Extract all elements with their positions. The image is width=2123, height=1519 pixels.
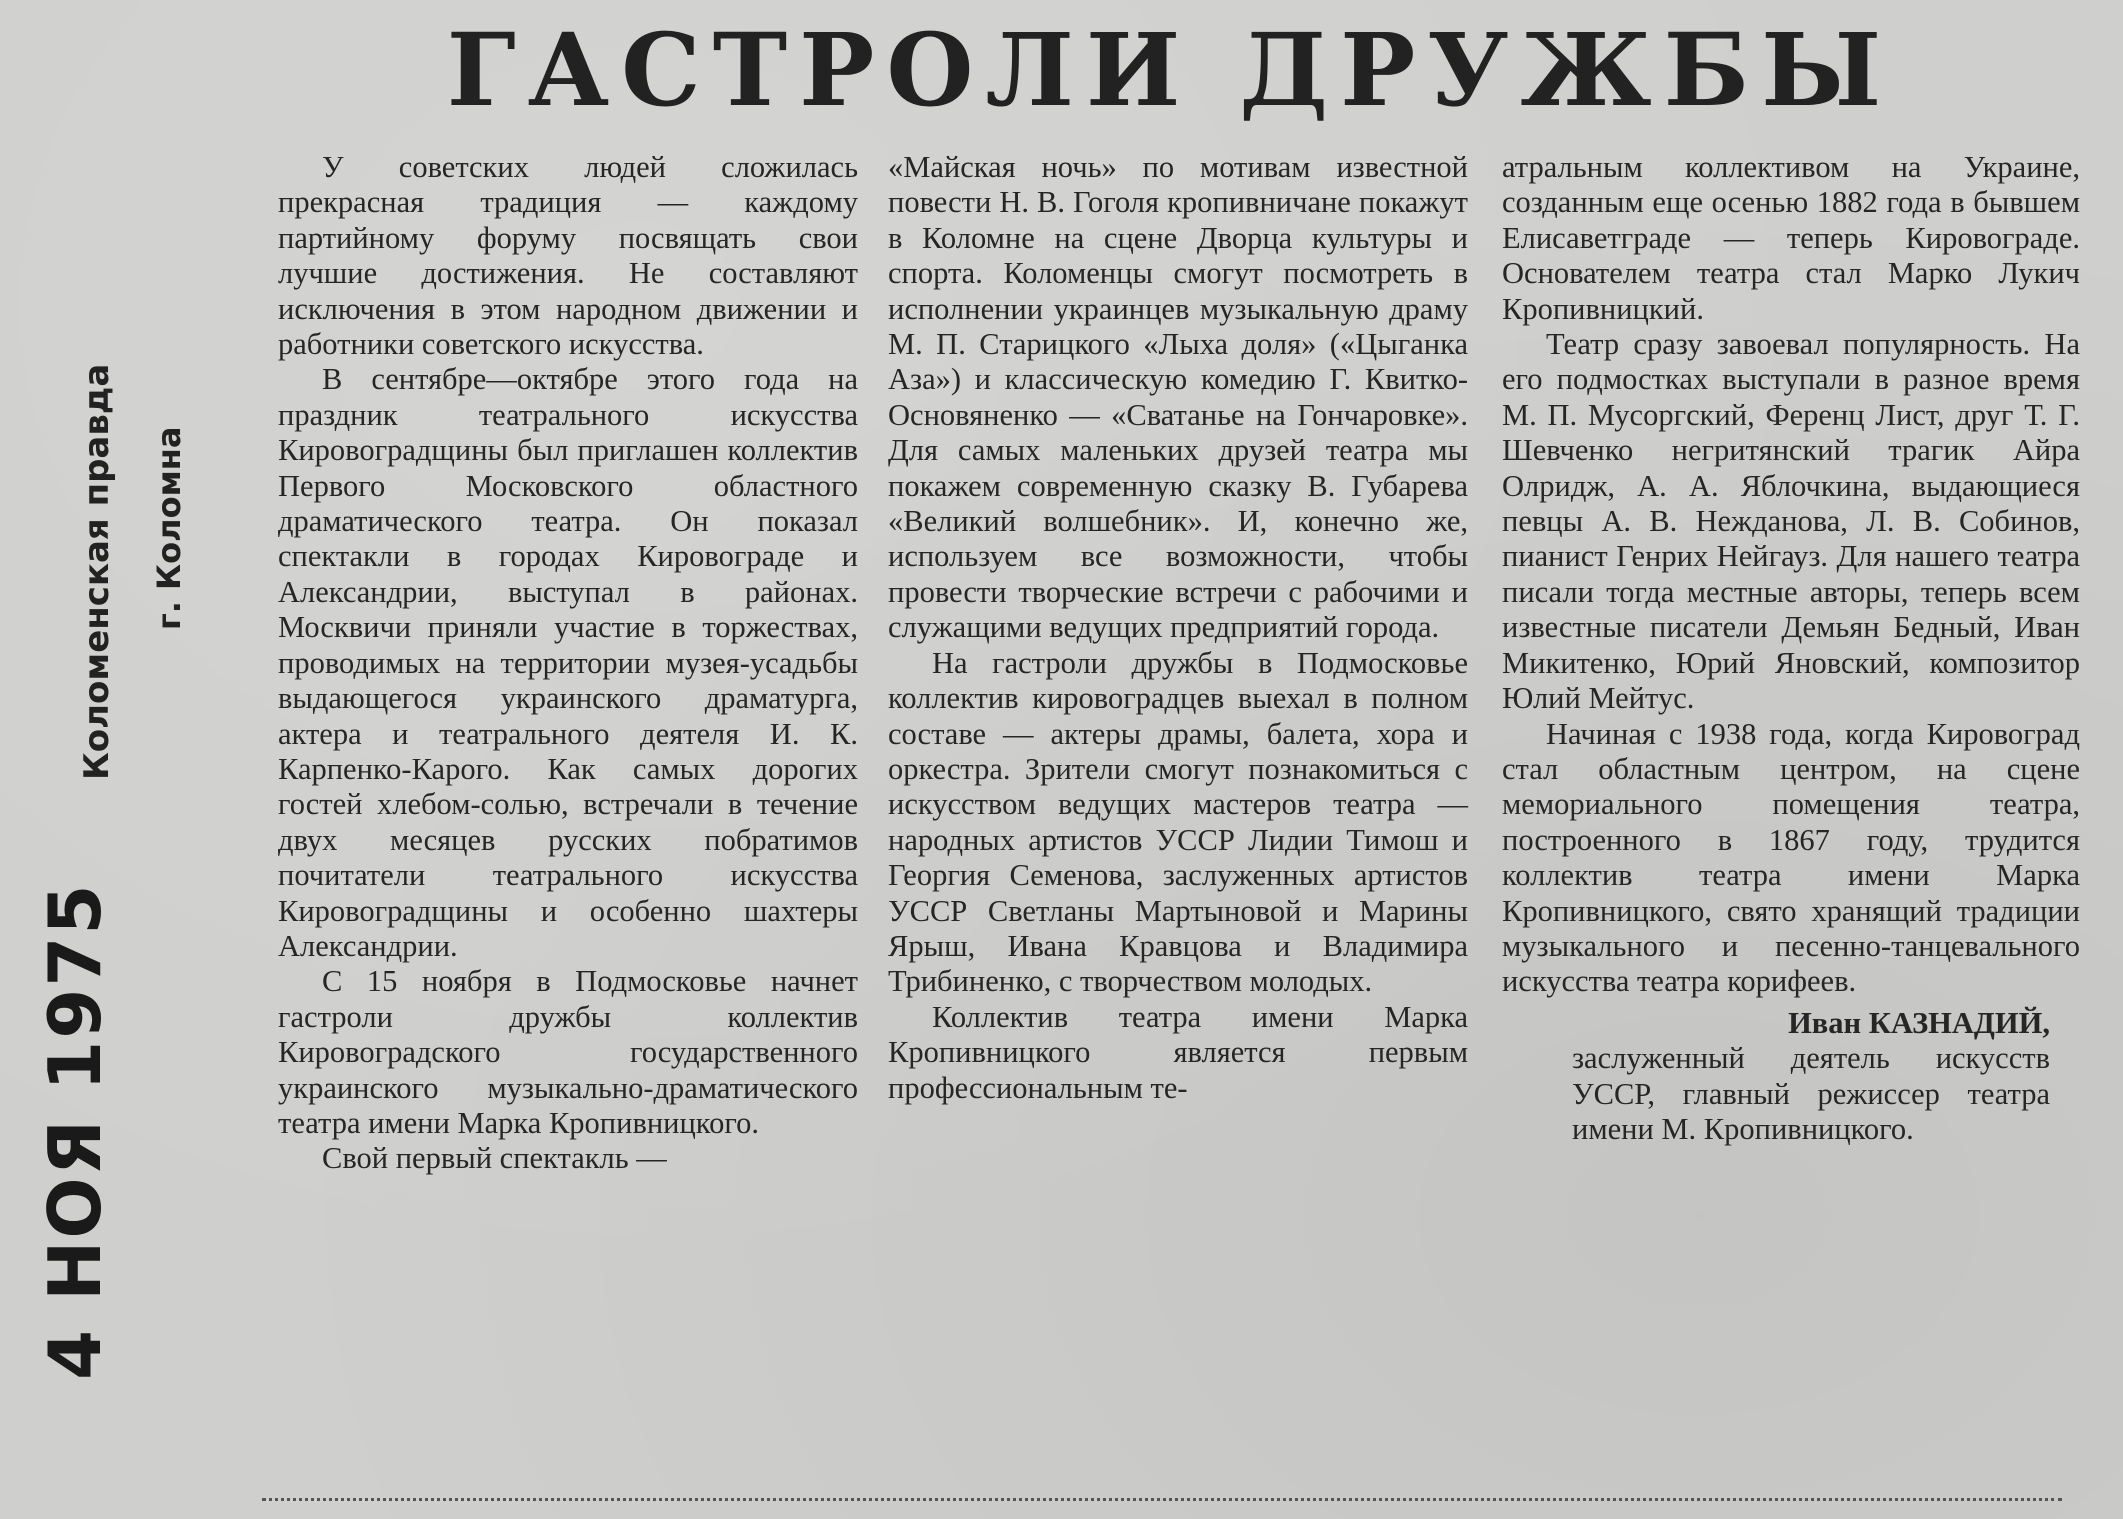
article-paragraph: У советских людей сложилась прекрасная традиция — каждому партийному форуму посвящать свои лучшие достижения. Не составляют исключения в этом народном движении и работники советского искусства.: [278, 150, 858, 362]
author-signature: [1502, 1006, 2080, 1148]
headline: ГАСТРОЛИ ДРУЖБЫ: [446, 11, 1894, 129]
article-column-1: [278, 150, 858, 1177]
author-name: Иван КАЗНАДИЙ,: [1788, 1005, 2050, 1040]
newspaper-name: Коломенская правда: [77, 363, 117, 780]
newspaper-city: г. Коломна: [150, 426, 188, 630]
article-paragraph: Коллектив театра имени Марка Кропивницкого является первым профессиональным те-: [888, 999, 1468, 1105]
article-paragraph: На гастроли дружбы в Подмосковье коллектив кировоградцев выехал в полном составе — актеры драмы, балета, хора и оркестра. Зрители смогут познакомиться с искусством ведущих мастеров театра — народных артистов УССР Лидии Тимош и Георгия Семенова, заслуженных артистов УССР Светланы Мартыновой и Марины Ярыш, Ивана Кравцова и Владимира Трибиненко, с творчеством молодых.: [888, 645, 1468, 999]
article-paragraph: Начиная с 1938 года, когда Кировоград стал областным центром, на сцене мемориального помещения театра, построенного в 1867 году, трудится коллектив театра имени Марка Кропивницкого, свято хранящий традиции музыкального и песенно-танцевального искусства театра корифеев.: [1502, 716, 2080, 999]
source-stamp: [72, 330, 192, 780]
article-paragraph: С 15 ноября в Подмосковье начнет гастроли дружбы коллектив Кировоградского государственного украинского музыкально-драматического театра имени Марка Кропивницкого.: [278, 964, 858, 1140]
bottom-divider: [262, 1498, 2062, 1505]
date-stamp: 4 НОЯ 1975: [33, 882, 117, 1380]
article-paragraph: атральным коллективом на Украине, созданным еще осенью 1882 года в бывшем Елисаветграде — теперь Кировограде. Основателем театра стал Марко Лукич Кропивницкий.: [1502, 150, 2080, 326]
article-paragraph: В сентябре—октябре этого года на праздник театрального искусства Кировоградщины был приглашен коллектив Первого Московского областного драматического театра. Он показал спектакли в городах Кировограде и Александрии, выступал в районах. Москвичи приняли участие в торжествах, проводимых на территории музея-усадьбы выдающегося украинского драматурга, актера и театрального деятеля И. К. Карпенко-Карого. Как самых дорогих гостей хлебом-солью, встречали в течение двух месяцев русских побратимов почитатели театрального искусства Кировоградщины и особенно шахтеры Александрии.: [278, 362, 858, 963]
article-paragraph: Театр сразу завоевал популярность. На его подмостках выступали в разное время М. П. Мусоргский, Ференц Лист, друг Т. Г. Шевченко негритянский трагик Айра Олридж, А. А. Яблочкина, выдающиеся певцы А. В. Нежданова, Л. В. Собинов, пианист Генрих Нейгауз. Для нашего театра писали тогда местные авторы, теперь всем известные писатели Демьян Бедный, Иван Микитенко, Юрий Яновский, композитор Юлий Мейтус.: [1502, 327, 2080, 716]
article-paragraph: «Майская ночь» по мотивам известной повести Н. В. Гоголя кропивничане покажут в Коломне на сцене Дворца культуры и спорта. Коломенцы смогут посмотреть в исполнении украинцев музыкальную драму М. П. Старицкого «Лыха доля» («Цыганка Аза») и классическую комедию Г. Квитко-Основяненко — «Сватанье на Гончаровке». Для самых маленьких друзей театра мы покажем современную сказку В. Губарева «Великий волшебник». И, конечно же, используем все возможности, чтобы провести творческие встречи с рабочими и служащими ведущих предприятий города.: [888, 150, 1468, 645]
article-column-3: [1502, 150, 2080, 1147]
article-paragraph: Свой первый спектакль —: [322, 1141, 667, 1176]
author-title: заслуженный деятель искусств УССР, главный режиссер театра имени М. Кропивницкого.: [1572, 1041, 2050, 1146]
article-column-2: [888, 150, 1468, 1106]
